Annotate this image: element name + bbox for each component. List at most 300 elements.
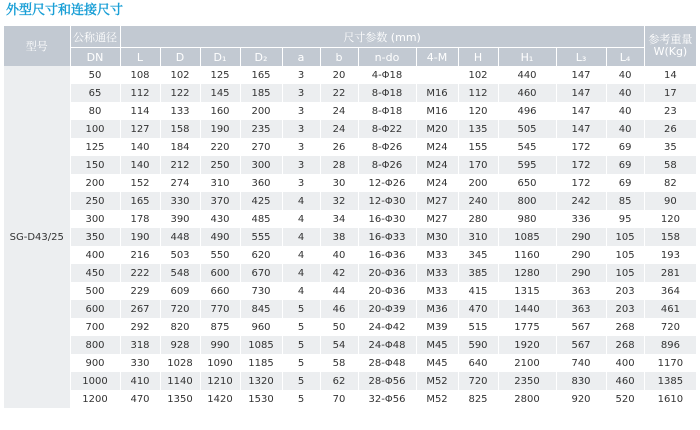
table-cell: 290	[556, 264, 606, 282]
table-cell: 460	[606, 372, 644, 390]
table-cell: 1385	[644, 372, 696, 390]
table-cell: 100	[70, 120, 120, 138]
table-cell: 980	[498, 210, 556, 228]
table-cell: 660	[200, 282, 240, 300]
table-cell: 292	[120, 318, 160, 336]
table-cell: 40	[606, 84, 644, 102]
table-cell: 82	[644, 174, 696, 192]
table-cell: 700	[70, 318, 120, 336]
table-cell: 140	[120, 138, 160, 156]
table-cell: 26	[320, 138, 358, 156]
table-cell: 470	[458, 300, 498, 318]
table-cell: 310	[200, 174, 240, 192]
table-cell: 300	[70, 210, 120, 228]
table-cell: 250	[70, 192, 120, 210]
table-cell: 105	[606, 246, 644, 264]
table-cell: 555	[240, 228, 282, 246]
table-cell: 8-Φ18	[358, 84, 416, 102]
table-cell: 567	[556, 318, 606, 336]
table-cell: M52	[416, 372, 458, 390]
table-cell: 620	[240, 246, 282, 264]
table-cell: 3	[282, 174, 320, 192]
table-cell: 58	[644, 156, 696, 174]
table-cell: M33	[416, 282, 458, 300]
table-cell: 14	[644, 66, 696, 84]
table-cell: 20-Φ36	[358, 282, 416, 300]
table-cell: 281	[644, 264, 696, 282]
table-cell: 900	[70, 354, 120, 372]
table-cell: 30	[320, 174, 358, 192]
table-cell: 24-Φ48	[358, 336, 416, 354]
table-cell: 545	[498, 138, 556, 156]
table-cell: 250	[200, 156, 240, 174]
header-weight-line2: W(Kg)	[653, 45, 688, 58]
table-cell: 172	[556, 156, 606, 174]
table-cell: 172	[556, 138, 606, 156]
table-cell: 336	[556, 210, 606, 228]
header-row-2	[4, 48, 696, 67]
table-cell: 609	[160, 282, 200, 300]
table-cell: 216	[120, 246, 160, 264]
table-cell: M24	[416, 138, 458, 156]
table-cell: 1920	[498, 336, 556, 354]
table-cell: 5	[282, 354, 320, 372]
table-cell: M24	[416, 156, 458, 174]
table-cell: M45	[416, 336, 458, 354]
table-cell: 500	[70, 282, 120, 300]
table-cell: 203	[606, 282, 644, 300]
table-cell: 24	[320, 120, 358, 138]
table-cell: 360	[240, 174, 282, 192]
table-cell: 1610	[644, 390, 696, 408]
table-cell: 122	[160, 84, 200, 102]
table-cell: 440	[498, 66, 556, 84]
table-cell: M16	[416, 84, 458, 102]
table-cell: 150	[70, 156, 120, 174]
table-cell: 1000	[70, 372, 120, 390]
header-model: 型号	[4, 26, 70, 66]
table-cell: M20	[416, 120, 458, 138]
table-cell: 28-Φ48	[358, 354, 416, 372]
table-cell: 430	[200, 210, 240, 228]
table-cell: 4	[282, 192, 320, 210]
table-cell: 590	[458, 336, 498, 354]
table-cell: 127	[120, 120, 160, 138]
table-cell: 8-Φ18	[358, 102, 416, 120]
table-cell: 172	[556, 174, 606, 192]
table-cell: 8-Φ26	[358, 138, 416, 156]
table-cell: 203	[606, 300, 644, 318]
table-cell: 1028	[160, 354, 200, 372]
table-cell: 80	[70, 102, 120, 120]
table-cell: 600	[70, 300, 120, 318]
table-body	[4, 66, 696, 408]
table-cell: 135	[458, 120, 498, 138]
table-cell: 112	[120, 84, 160, 102]
table-cell: 5	[282, 300, 320, 318]
table-cell: 460	[498, 84, 556, 102]
table-cell: 26	[644, 120, 696, 138]
table-row	[4, 354, 696, 372]
table-cell: 268	[606, 336, 644, 354]
table-cell: 1160	[498, 246, 556, 264]
table-cell: 8-Φ22	[358, 120, 416, 138]
table-cell: 193	[644, 246, 696, 264]
table-cell: 70	[320, 390, 358, 408]
table-cell: 1530	[240, 390, 282, 408]
table-cell: 990	[200, 336, 240, 354]
table-cell: 114	[120, 102, 160, 120]
table-cell: 69	[606, 174, 644, 192]
table-cell: 170	[458, 156, 498, 174]
table-cell: 22	[320, 84, 358, 102]
table-cell: 152	[120, 174, 160, 192]
table-cell: 178	[120, 210, 160, 228]
table-cell: 1185	[240, 354, 282, 372]
table-cell: 490	[200, 228, 240, 246]
table-cell: 50	[70, 66, 120, 84]
table-cell: 62	[320, 372, 358, 390]
dimensions-table	[4, 26, 696, 408]
table-cell: 32-Φ56	[358, 390, 416, 408]
table-cell: 140	[120, 156, 160, 174]
table-cell: 102	[458, 66, 498, 84]
table-cell: 2800	[498, 390, 556, 408]
table-cell: 40	[606, 66, 644, 84]
table-cell: 242	[556, 192, 606, 210]
column-header: n-do	[358, 48, 416, 67]
table-cell: 40	[320, 246, 358, 264]
table-cell: 470	[120, 390, 160, 408]
section-title: 外型尺寸和连接尺寸	[6, 3, 124, 18]
table-cell: 345	[458, 246, 498, 264]
model-cell: SG-D43/25	[4, 66, 70, 408]
table-cell: 147	[556, 84, 606, 102]
table-cell: 147	[556, 102, 606, 120]
table-cell: 35	[644, 138, 696, 156]
table-cell: 928	[160, 336, 200, 354]
header-row-1	[4, 26, 696, 48]
table-row	[4, 66, 696, 84]
table-cell: 23	[644, 102, 696, 120]
table-cell: 46	[320, 300, 358, 318]
table-cell: 108	[120, 66, 160, 84]
table-cell: 390	[160, 210, 200, 228]
table-cell: 120	[458, 102, 498, 120]
table-cell: 112	[458, 84, 498, 102]
table-cell: 58	[320, 354, 358, 372]
column-header: L₄	[606, 48, 644, 67]
table-cell: 54	[320, 336, 358, 354]
table-cell: 3	[282, 138, 320, 156]
table-row	[4, 210, 696, 228]
table-cell: 567	[556, 336, 606, 354]
table-cell: M16	[416, 102, 458, 120]
table-cell: 185	[240, 84, 282, 102]
table-cell: 42	[320, 264, 358, 282]
table-cell: 2100	[498, 354, 556, 372]
table-cell: 20-Φ36	[358, 264, 416, 282]
table-row	[4, 390, 696, 408]
table-cell	[416, 66, 458, 84]
table-cell: 190	[200, 120, 240, 138]
table-cell: 600	[200, 264, 240, 282]
table-cell: 5	[282, 336, 320, 354]
table-cell: 364	[644, 282, 696, 300]
column-header: b	[320, 48, 358, 67]
table-cell: 330	[120, 354, 160, 372]
table-cell: 800	[498, 192, 556, 210]
table-cell: 267	[120, 300, 160, 318]
table-cell: 147	[556, 120, 606, 138]
table-cell: 102	[160, 66, 200, 84]
table-cell: 200	[458, 174, 498, 192]
table-cell: 461	[644, 300, 696, 318]
table-cell: 415	[458, 282, 498, 300]
table-cell: 160	[200, 102, 240, 120]
column-header: L₃	[556, 48, 606, 67]
table-cell: 400	[606, 354, 644, 372]
table-cell: 190	[120, 228, 160, 246]
table-cell: 20	[320, 66, 358, 84]
table-cell: 28-Φ56	[358, 372, 416, 390]
table-cell: 595	[498, 156, 556, 174]
header-nominal: 公称通径	[70, 26, 120, 48]
table-cell: 4	[282, 246, 320, 264]
table-cell: 165	[120, 192, 160, 210]
table-cell: 1420	[200, 390, 240, 408]
table-cell: M33	[416, 246, 458, 264]
table-cell: 1090	[200, 354, 240, 372]
table-cell: 845	[240, 300, 282, 318]
table-cell: 4	[282, 210, 320, 228]
table-cell: 4	[282, 264, 320, 282]
table-cell: 1210	[200, 372, 240, 390]
table-cell: 1085	[498, 228, 556, 246]
table-cell: 28	[320, 156, 358, 174]
column-header: a	[282, 48, 320, 67]
table-cell: 720	[160, 300, 200, 318]
table-cell: 158	[160, 120, 200, 138]
table-cell: 165	[240, 66, 282, 84]
table-cell: 350	[70, 228, 120, 246]
header-weight-line1: 参考重量	[648, 33, 693, 46]
table-cell: M45	[416, 354, 458, 372]
table-cell: 200	[240, 102, 282, 120]
table-cell: 24-Φ42	[358, 318, 416, 336]
table-cell: 3	[282, 102, 320, 120]
table-cell: 1140	[160, 372, 200, 390]
table-cell: 95	[606, 210, 644, 228]
table-cell: 640	[458, 354, 498, 372]
table-cell: 400	[70, 246, 120, 264]
column-header: H	[458, 48, 498, 67]
table-cell: 8-Φ26	[358, 156, 416, 174]
table-cell: 69	[606, 138, 644, 156]
table-cell: 4	[282, 228, 320, 246]
table-row	[4, 120, 696, 138]
table-cell: 3	[282, 66, 320, 84]
table-cell: 274	[160, 174, 200, 192]
table-row	[4, 156, 696, 174]
table-row	[4, 282, 696, 300]
table-row	[4, 318, 696, 336]
table-cell: 280	[458, 210, 498, 228]
table-cell: M33	[416, 264, 458, 282]
table-cell: 50	[320, 318, 358, 336]
table-cell: 385	[458, 264, 498, 282]
table-cell: 133	[160, 102, 200, 120]
table-cell: 875	[200, 318, 240, 336]
table-cell: 5	[282, 318, 320, 336]
table-cell: 65	[70, 84, 120, 102]
table-cell: 3	[282, 156, 320, 174]
table-cell: 770	[200, 300, 240, 318]
table-cell: 16-Φ36	[358, 246, 416, 264]
table-cell: 268	[606, 318, 644, 336]
table-cell: 670	[240, 264, 282, 282]
table-cell: 960	[240, 318, 282, 336]
table-cell: 800	[70, 336, 120, 354]
table-cell: 40	[606, 120, 644, 138]
table-cell: 235	[240, 120, 282, 138]
table-cell: 920	[556, 390, 606, 408]
column-header: L	[120, 48, 160, 67]
table-cell: M30	[416, 228, 458, 246]
column-header: H₁	[498, 48, 556, 67]
table-cell: 448	[160, 228, 200, 246]
table-cell: 16-Φ30	[358, 210, 416, 228]
table-row	[4, 246, 696, 264]
table-cell: M39	[416, 318, 458, 336]
table-cell: 105	[606, 228, 644, 246]
table-cell: 222	[120, 264, 160, 282]
table-cell: 147	[556, 66, 606, 84]
table-cell: 896	[644, 336, 696, 354]
table-cell: 730	[240, 282, 282, 300]
table-cell: 16-Φ33	[358, 228, 416, 246]
table-cell: 5	[282, 390, 320, 408]
table-cell: 270	[240, 138, 282, 156]
table-cell: 3	[282, 84, 320, 102]
table-cell: 40	[606, 102, 644, 120]
table-cell: 155	[458, 138, 498, 156]
table-row	[4, 336, 696, 354]
table-cell: M36	[416, 300, 458, 318]
table-cell: M27	[416, 210, 458, 228]
table-cell: 145	[200, 84, 240, 102]
table-cell: 1085	[240, 336, 282, 354]
table-cell: 120	[644, 210, 696, 228]
table-cell: 370	[200, 192, 240, 210]
table-cell: 1280	[498, 264, 556, 282]
table-cell: 290	[556, 228, 606, 246]
table-cell: 496	[498, 102, 556, 120]
table-row	[4, 300, 696, 318]
table-cell: 820	[160, 318, 200, 336]
table-cell: M27	[416, 192, 458, 210]
table-cell: 505	[498, 120, 556, 138]
table-cell: 1170	[644, 354, 696, 372]
table-cell: 825	[458, 390, 498, 408]
table-row	[4, 372, 696, 390]
table-cell: 410	[120, 372, 160, 390]
table-cell: 44	[320, 282, 358, 300]
table-cell: 105	[606, 264, 644, 282]
table-cell: 650	[498, 174, 556, 192]
table-cell: 229	[120, 282, 160, 300]
table-cell: 1775	[498, 318, 556, 336]
header-dimensions: 尺寸参数 (mm)	[120, 26, 644, 48]
table-cell: 3	[282, 120, 320, 138]
table-cell: 290	[556, 246, 606, 264]
table-cell: 425	[240, 192, 282, 210]
table-row	[4, 174, 696, 192]
table-cell: 4	[282, 282, 320, 300]
table-cell: 450	[70, 264, 120, 282]
table-cell: 212	[160, 156, 200, 174]
table-cell: 1200	[70, 390, 120, 408]
header-weight	[644, 26, 696, 66]
table-cell: 200	[70, 174, 120, 192]
table-cell: 1350	[160, 390, 200, 408]
table-cell: 12-Φ30	[358, 192, 416, 210]
table-cell: 32	[320, 192, 358, 210]
column-header: 4-M	[416, 48, 458, 67]
table-cell: 90	[644, 192, 696, 210]
table-cell: 740	[556, 354, 606, 372]
table-cell: 38	[320, 228, 358, 246]
table-cell: 20-Φ39	[358, 300, 416, 318]
table-cell: 310	[458, 228, 498, 246]
table-cell: 125	[70, 138, 120, 156]
table-cell: 1440	[498, 300, 556, 318]
table-cell: 318	[120, 336, 160, 354]
table-cell: 85	[606, 192, 644, 210]
table-cell: 220	[200, 138, 240, 156]
table-cell: 363	[556, 282, 606, 300]
table-cell: 548	[160, 264, 200, 282]
table-cell: 300	[240, 156, 282, 174]
table-cell: 125	[200, 66, 240, 84]
table-row	[4, 264, 696, 282]
table-cell: 363	[556, 300, 606, 318]
table-row	[4, 84, 696, 102]
table-row	[4, 138, 696, 156]
table-row	[4, 228, 696, 246]
table-row	[4, 102, 696, 120]
table-cell: 503	[160, 246, 200, 264]
table-cell: M24	[416, 174, 458, 192]
table-cell: 4-Φ18	[358, 66, 416, 84]
table-cell: 184	[160, 138, 200, 156]
table-cell: 1315	[498, 282, 556, 300]
table-cell: 2350	[498, 372, 556, 390]
table-cell: 550	[200, 246, 240, 264]
table-cell: 720	[644, 318, 696, 336]
column-header: D₁	[200, 48, 240, 67]
column-header: D₂	[240, 48, 282, 67]
table-row	[4, 192, 696, 210]
column-header: D	[160, 48, 200, 67]
table-cell: 12-Φ26	[358, 174, 416, 192]
table-cell: 34	[320, 210, 358, 228]
table-cell: 720	[458, 372, 498, 390]
table-cell: 240	[458, 192, 498, 210]
table-cell: M52	[416, 390, 458, 408]
table-cell: 485	[240, 210, 282, 228]
table-cell: 69	[606, 156, 644, 174]
